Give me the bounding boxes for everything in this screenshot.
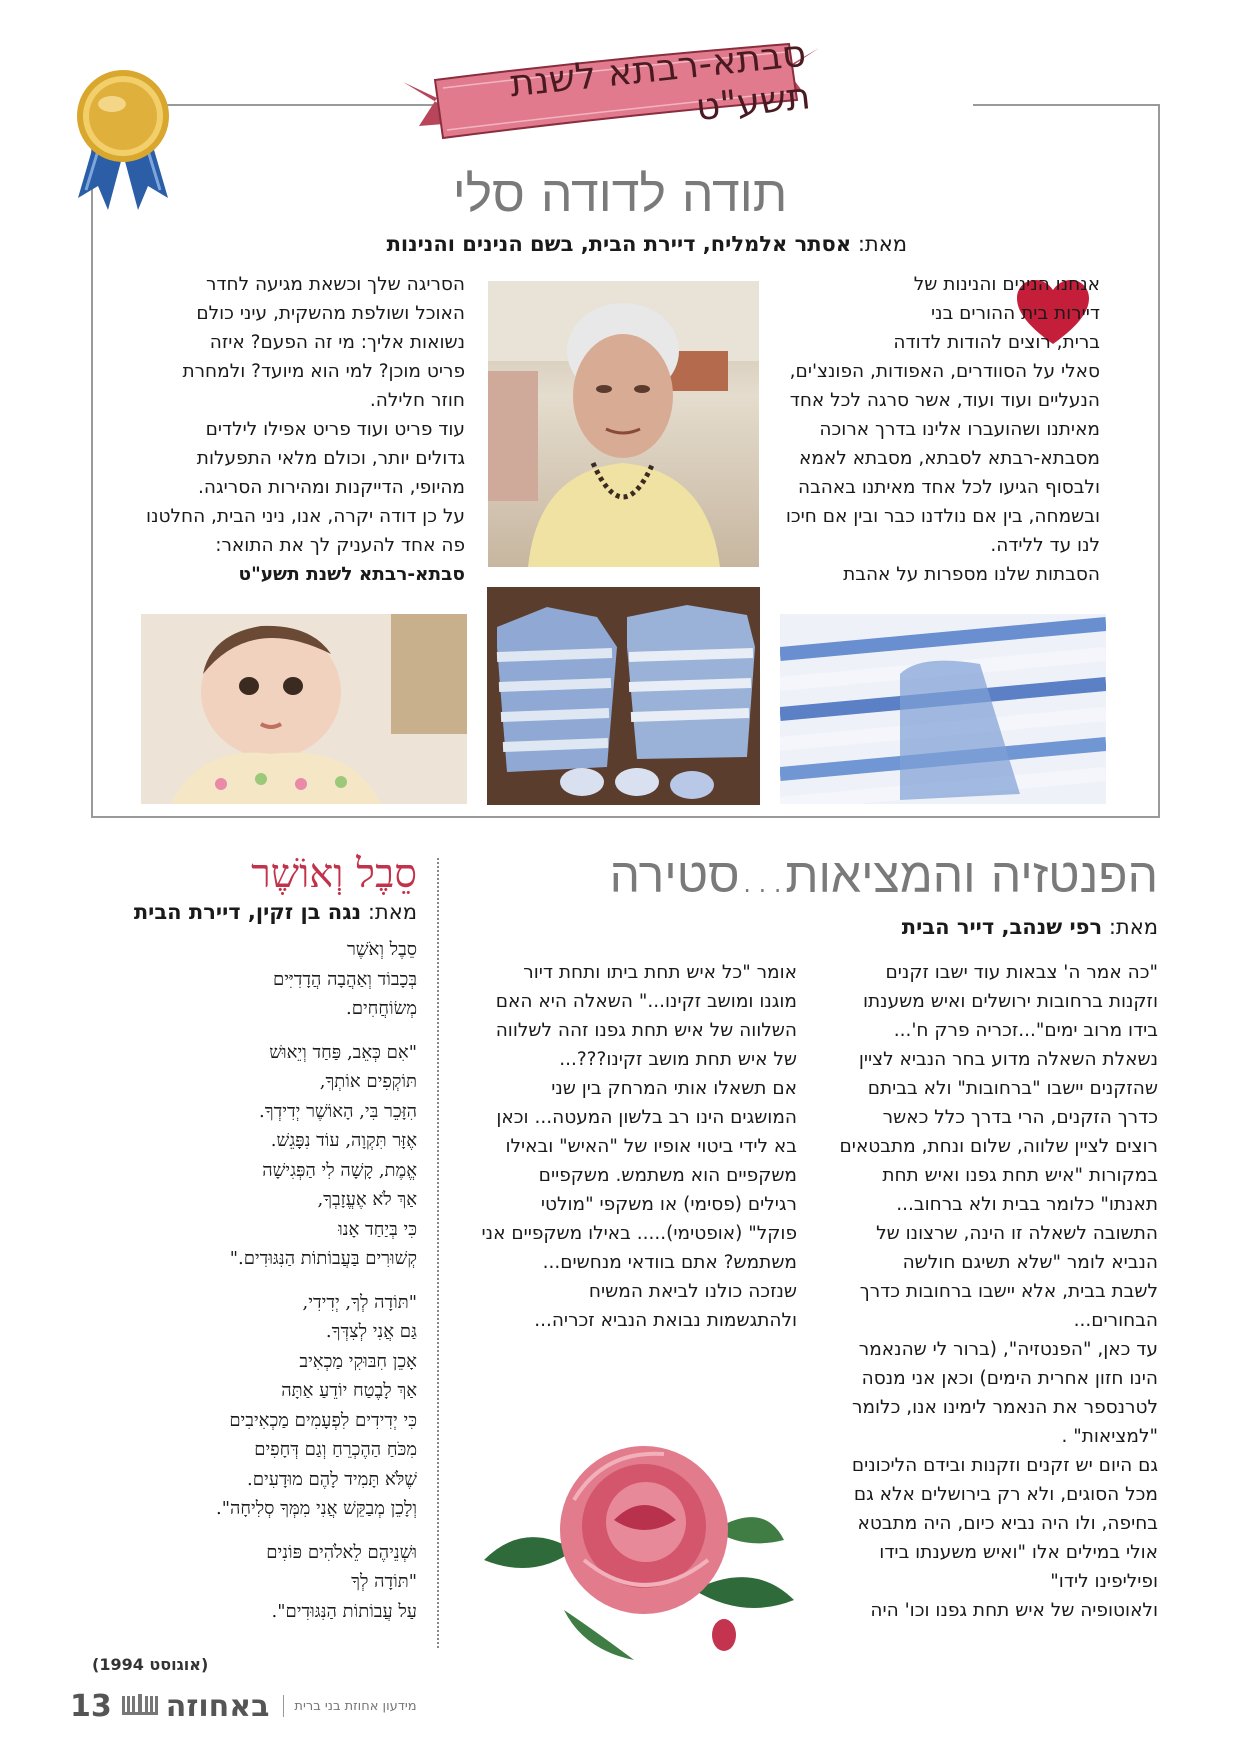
text-line: "כה אמר ה' צבאות עוד ישבו זקנים (885, 962, 1158, 983)
text-line: התשובה לשאלה זו הינה, שרצונו של (876, 1223, 1158, 1244)
article2-column-right (836, 958, 1158, 1625)
text-line: מכל הסוגים, ולא רק בירושלים אלא גם (853, 1484, 1158, 1505)
text-line: ובשמחה, בין אם נולדנו כבר ובין אם חיכו (785, 506, 1100, 527)
text-line: תאנתו" כלומר בבית ולא ברחוב... (896, 1194, 1158, 1215)
text-line: הסבתות שלנו מספרות על אהבת (843, 564, 1100, 585)
text-line: אם תשאלו אותי המרחק בין שני (551, 1078, 797, 1099)
text-line: בחיפה, ולו היה נביא כיום, היה מתבטא (857, 1513, 1158, 1534)
poem-line: מִכֹּחַ הַהֶכְרֵחַ וְגַם דְּחָפִים (254, 1439, 417, 1460)
text-line: אומר "כל איש תחת ביתו ותחת דיור (523, 962, 797, 983)
text-line: אנחנו הנינים והנינות של (913, 274, 1100, 295)
striped-knit-illustration (780, 614, 1106, 804)
text-line: מסבתא-רבתא לסבתא, מסבתא לאמא (799, 448, 1100, 469)
poem-line: אָכֵן חִבּוּקִי מַכְאִיב (299, 1350, 417, 1372)
ribbon-title-wrap (399, 31, 823, 152)
poem-line: כִּי בְּיַחַד אָנוּ (338, 1218, 417, 1240)
text-line: גדולים יותר, וכולם מלאי התפעלות (196, 448, 465, 469)
article1-column-left (140, 270, 465, 589)
text-line: של איש תחת מושב זקינו???... (559, 1049, 797, 1070)
text-line: נשואות אליך: מי זה הפעם? איזה (209, 332, 465, 353)
text-line: ברית, רוצים להודות לדודה (893, 332, 1100, 353)
text-line: ולאוטופיה של איש תחת גפנו וכו' היה (870, 1600, 1158, 1621)
menorah-icon (120, 1694, 160, 1718)
article3-byline (134, 900, 417, 924)
article1-column-right (740, 270, 1100, 589)
text-line: השלווה של איש תחת גפנו זהה לשלווה (495, 1020, 797, 1041)
text-line: "למציאות" . (1061, 1426, 1158, 1447)
striped-knit-photo (780, 614, 1106, 804)
text-line: דיירות בית ההורים בני (931, 303, 1100, 324)
page-number: 13 (70, 1688, 112, 1724)
text-line: כדרך הזקנים, הרי בדרך כלל כאשר (882, 1107, 1158, 1128)
text-line: במקורות "איש תחת גפנו ואיש תחת (882, 1165, 1158, 1186)
rose-illustration (464, 1410, 804, 1670)
text-line: פה אחד להעניק לך את התואר: (215, 535, 465, 556)
text-line: לשבת בבית, אלא יישבו ברחובות כדרך (859, 1281, 1158, 1302)
text-line: מאיתנו ושהועברו אלינו בדרך ארוכה (819, 419, 1100, 440)
poem-line: "תּוֹדָה לְךָ (351, 1571, 417, 1592)
text-line: עוד פריט ועוד פריט אפילו לילדים (205, 419, 465, 440)
poem-stanza (97, 1288, 417, 1524)
text-line: הבחורים... (1073, 1310, 1158, 1331)
text-line: חוזר חלילה. (369, 390, 465, 411)
ribbon-title: סבתא-רבתא לשנת תשע"ט (507, 31, 813, 130)
poem-line: תּוֹקְפִים אוֹתְךָ, (319, 1071, 417, 1092)
text-line: גם היום יש זקנים וזקנות ובידם הליכונים (851, 1455, 1158, 1476)
text-line: רגילים (פסימי) או משקפי "מולטי (540, 1194, 797, 1215)
article2-title: הפנטזיה והמציאות...סטירה (609, 848, 1158, 904)
text-line: אולי במילים אלו "ואיש משענתו בידו (879, 1542, 1158, 1563)
poem-line: אֶזָּר תִּקְוָה, עוֹד נִפָּגֵשׁ. (270, 1130, 417, 1151)
text-line: הנעליים ועוד ועוד, אשר סרגה לכל אחד (789, 390, 1100, 411)
text-line: רוצים לציין שלווה, שלום ונחת, מתבטאים (839, 1136, 1158, 1157)
poem-line: הִזָּכֵר בִּי, הָאוֹשֶׁר יְדִידְךָ. (259, 1100, 417, 1122)
text-line: פוקל" (אופטימי)..... באילו משקפיים אני (481, 1223, 797, 1244)
text-line: וזקנות ברחובות ירושלים ואיש משענתו (862, 991, 1158, 1012)
poem-line: וְלָכֵן מְבַקֵּשׁ אֲנִי מִמְּךָ סְלִיחָה". (216, 1498, 417, 1519)
poem-line: "אִם כְּאֵב, פַּחַד וְיֵאוּשׁ (269, 1041, 417, 1063)
text-line: האוכל ושולפת מהשקית, עיני כולם (196, 303, 465, 324)
text-line: מהיופי, הדייקנות ומהירות הסריגה. (198, 477, 465, 498)
poem-line: סֵבֶל וְאֹשֶׁר (346, 939, 417, 960)
text-line-bold: סבתא-רבתא לשנת תשע"ט (238, 564, 465, 585)
text-line: ופיליפינו לידו" (1050, 1571, 1158, 1592)
text-line: המושגים הינו רב בלשון המעטה... וכאן (496, 1107, 797, 1128)
poem-line: גַּם אֲנִי לְצִדְּךָ. (325, 1321, 417, 1342)
poem-line: מְשׂוֹחֲחִים. (346, 998, 417, 1019)
text-line: נשאלת השאלה מדוע בחר הנביא לציין (858, 1049, 1158, 1070)
article1-byline (387, 232, 907, 256)
poem-date: (אוגוסט 1994) (92, 1655, 209, 1674)
text-line: משקפיים הוא משתמש. משקפיים (538, 1165, 797, 1186)
poem (97, 935, 417, 1640)
text-line: שהזקנים יישבו "ברחובות" ולא בביתם (867, 1078, 1158, 1099)
baby-illustration (141, 614, 467, 804)
text-line: פריט מוכן? למי הוא מיועד? ולמחרת (182, 361, 465, 382)
poem-line: עַל עֲבוֹתוֹת הַנִּגּוּדִים". (271, 1600, 417, 1622)
poem-line: אַךְ לָבֶטַח יוֹדֵעַ אַתָּה (281, 1380, 417, 1401)
poem-line: בְּכָבוֹד וְאַהֲבָה הֲדָדִיִּים (273, 968, 417, 990)
article3-title: סֵבֶל וְאוֹשֶׁר (251, 851, 417, 897)
text-line: ולהתגשמות נבואת הנביא זכריה... (534, 1310, 797, 1331)
article2-byline (902, 915, 1158, 939)
baby-photo (141, 614, 467, 804)
knitted-sweaters-photo (487, 587, 760, 805)
column-divider (437, 858, 439, 1648)
poem-stanza (97, 1038, 417, 1274)
byline-name: אסתר אלמליח, דיירת הבית, בשם הנינים והנינות (386, 232, 852, 256)
byline-name: רפי שנהב, דייר הבית (901, 915, 1103, 939)
poem-line: קְשׁוּרִים בַּעֲבוֹתוֹת הַנִּגּוּדִים." (229, 1248, 417, 1269)
poem-line: אַךְ לֹא אֶעֱזָבְךָ, (317, 1189, 417, 1210)
text-line: על כן דודה יקרה, אנו, ניני הבית, החלטנו (146, 506, 465, 527)
text-line: בידו מרוב ימים"...זכריה פרק ח'... (893, 1020, 1158, 1041)
magazine-brand: באחוזה (165, 1688, 270, 1724)
text-line: הינו חזון אחרית הימים) וכאן אני מנסה (861, 1368, 1158, 1389)
text-line: שנזכה כולנו לביאת המשיח (588, 1281, 797, 1302)
sweaters-illustration (487, 587, 760, 805)
byline-prefix: מאת: (1108, 915, 1158, 939)
byline-prefix: מאת: (857, 232, 907, 256)
text-line: הנביא לומר "שלא תשיגם חולשה (902, 1252, 1158, 1273)
poem-stanza (97, 1538, 417, 1627)
text-line: סאלי על הסוודרים, האפודות, הפונצ'ים, (789, 361, 1100, 382)
poem-stanza (97, 935, 417, 1024)
text-line: בא לידי ביטוי אופיו של "האיש" ובאילו (505, 1136, 797, 1157)
article1-title: תודה לדודה סלי (452, 165, 788, 223)
text-line: לטרנספר את הנאמר לימינו אנו, כלומר (852, 1397, 1158, 1418)
text-line: לנו עד ללידה. (990, 535, 1100, 556)
poem-line: וּשְׁנֵיהֶם לֵאלֹהִים פּוֹנִים (266, 1541, 417, 1563)
article2-column-left (475, 958, 797, 1335)
text-line: מוגנו ומושב זקינו..." השאלה היא האם (495, 991, 797, 1012)
grandma-illustration (488, 281, 759, 567)
magazine-tagline: מידעון אחוזת בני ברית (294, 1698, 417, 1714)
poem-line: שֶׁלֹּא תָּמִיד לָהֶם מוּדָעִים. (247, 1468, 417, 1490)
page-footer (70, 1686, 490, 1726)
text-line: עד כאן, "הפנטזיה", (ברור לי שהנאמר (858, 1339, 1158, 1360)
poem-line: כִּי יְדִידִים לִפְעָמִים מַכְאִיבִים (229, 1409, 417, 1431)
grandma-photo (488, 281, 759, 567)
byline-name: נגה בן זקין, דיירת הבית (133, 900, 362, 924)
text-line: משתמש? אתם בוודאי מנחשים... (542, 1252, 797, 1273)
byline-prefix: מאת: (367, 900, 417, 924)
poem-line: אֱמֶת, קָשָׁה לִי הַפְּגִישָׁה (262, 1159, 417, 1181)
footer-separator (283, 1695, 284, 1717)
text-line: הסריגה שלך וכשאת מגיעה לחדר (205, 274, 465, 295)
text-line: ולבסוף הגיעו לכל אחד מאיתנו באהבה (798, 477, 1100, 498)
award-medal-icon (64, 66, 182, 214)
poem-line: "תּוֹדָה לְךָ, יְדִידִי, (302, 1291, 417, 1313)
